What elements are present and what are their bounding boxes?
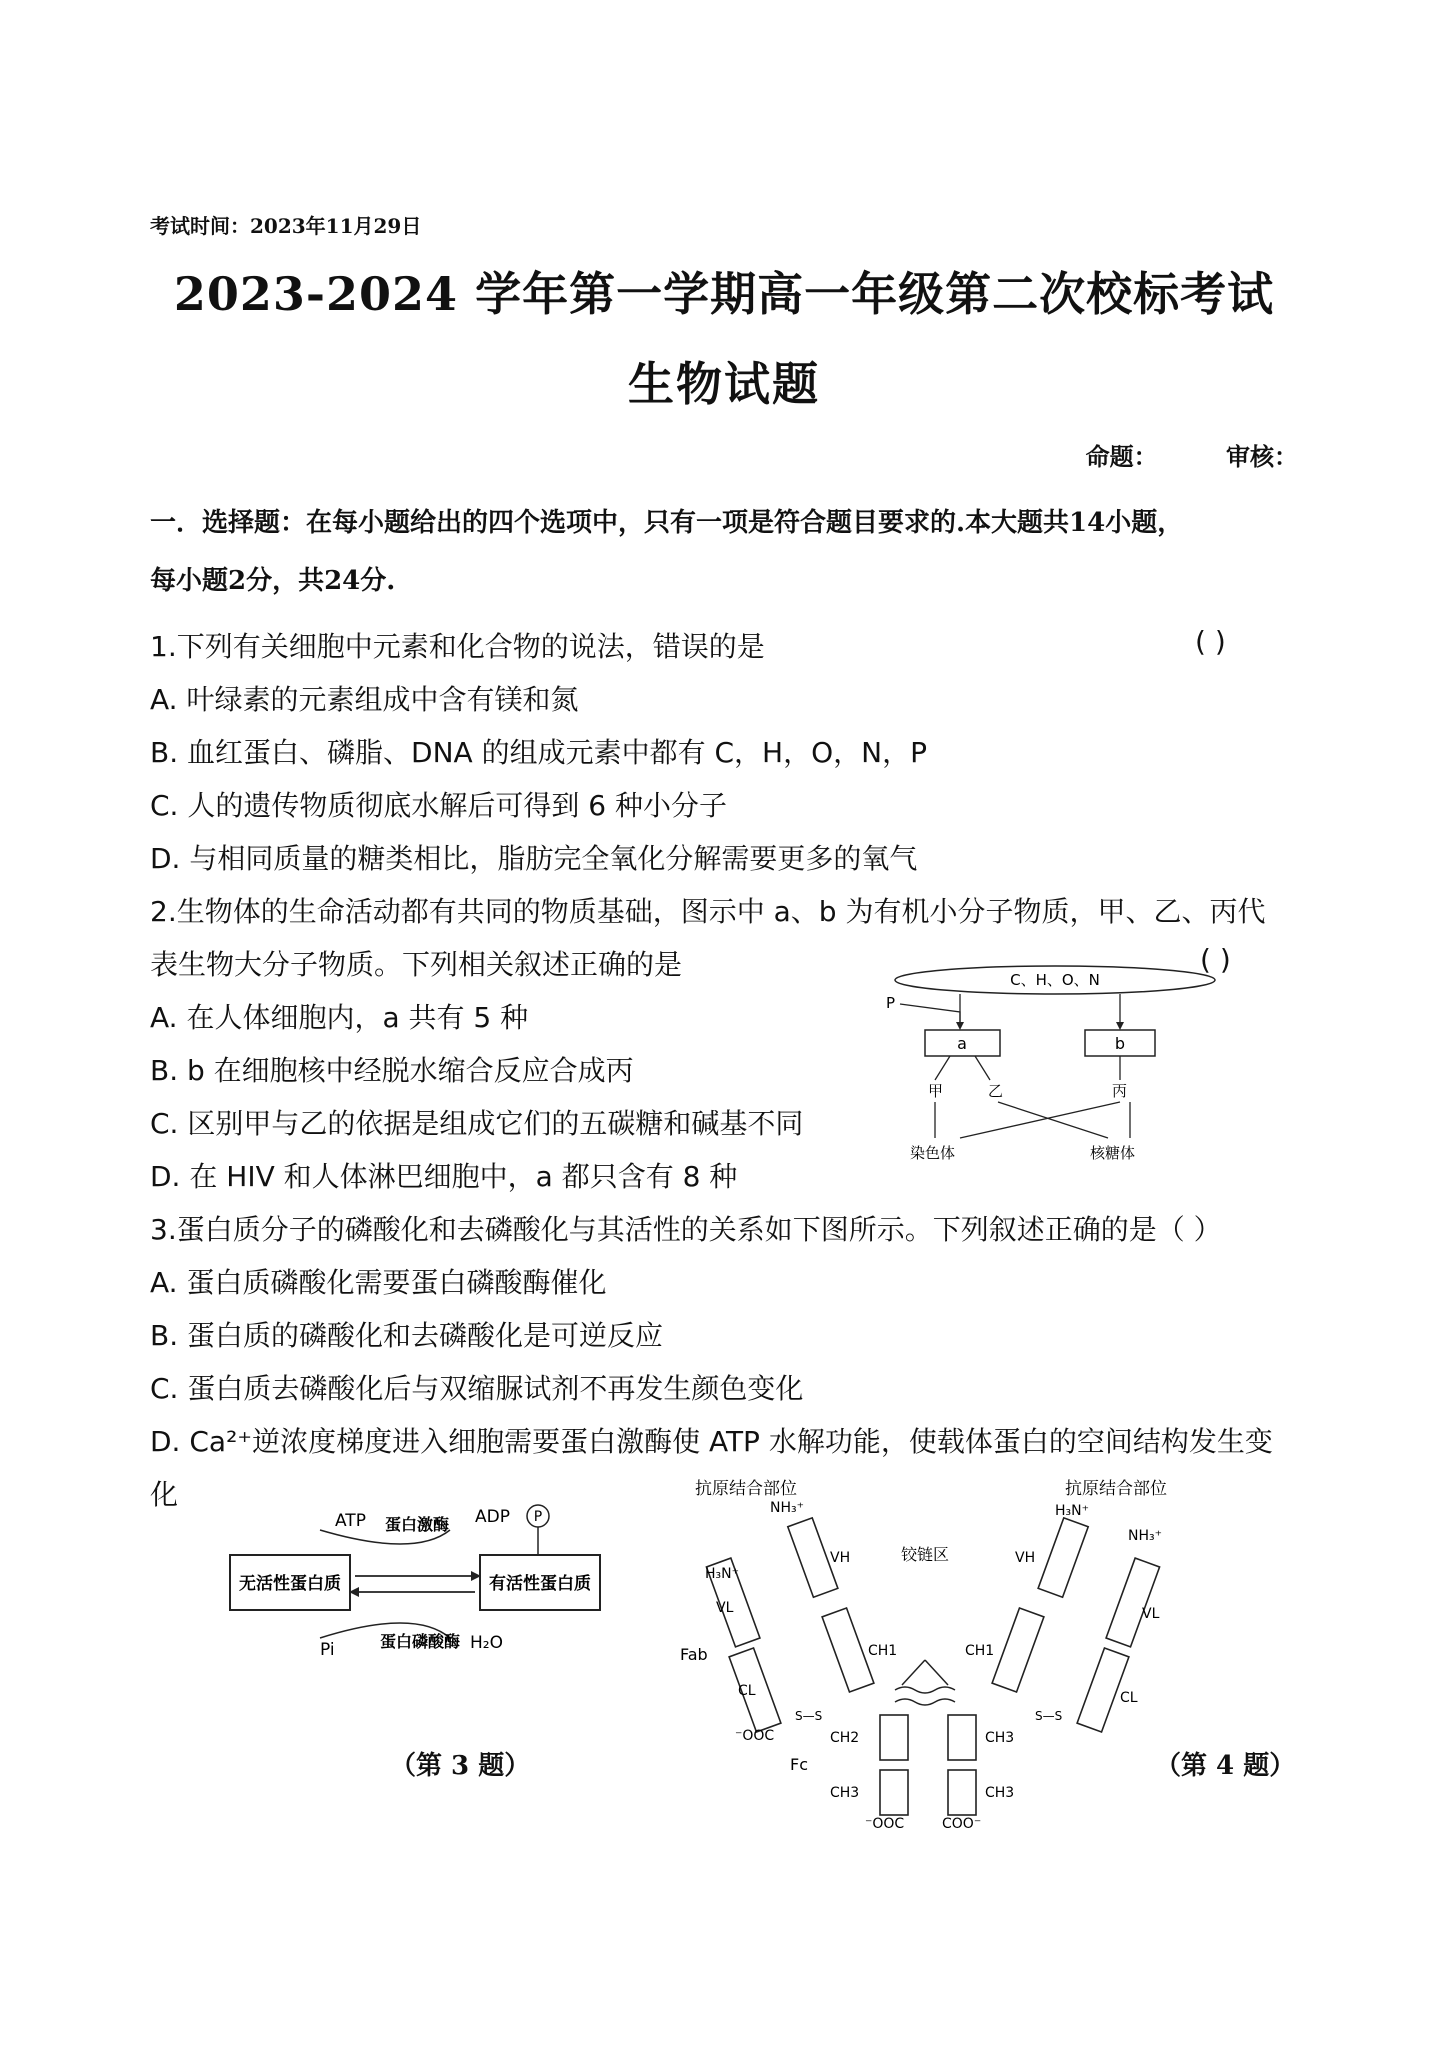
- right-ch2-domain: [948, 1715, 976, 1760]
- box-b-label: b: [1114, 1034, 1126, 1053]
- bottom-ooc-label: ⁻OOC: [865, 1816, 905, 1830]
- q4-caption: （第 4 题）: [1155, 1751, 1296, 1781]
- q3-option-c: C. 蛋白质去磷酸化后与双缩脲试剂不再发生颜色变化: [150, 1372, 804, 1405]
- q2-stem-line2: 表生物大分子物质。下列相关叙述正确的是: [150, 948, 683, 981]
- jia-label: 甲: [928, 1082, 944, 1100]
- bing-to-chromosome: [960, 1102, 1120, 1138]
- q2-option-b: B. b 在细胞核中经脱水缩合反应合成丙: [150, 1054, 634, 1087]
- right-ch2-label: CH3: [985, 1730, 1015, 1746]
- p-label: P: [886, 994, 896, 1012]
- exam-subtitle: 生物试题: [628, 357, 820, 411]
- hinge-label: 铰链区: [900, 1545, 950, 1564]
- q3-stem: 3.蛋白质分子的磷酸化和去磷酸化与其活性的关系如下图所示。下列叙述正确的是（ ）: [150, 1213, 1222, 1246]
- a-to-jia: [935, 1056, 950, 1080]
- yi-to-ribosome: [998, 1102, 1108, 1138]
- exam-title: 2023-2024 学年第一学期高一年级第二次校标考试: [173, 267, 1275, 321]
- q1-stem: 1.下列有关细胞中元素和化合物的说法，错误的是: [150, 630, 765, 663]
- a-to-yi: [975, 1056, 990, 1080]
- yi-label: 乙: [988, 1082, 1004, 1100]
- section-heading-line2: 每小题2分，共24分.: [150, 566, 396, 596]
- kinase-label: 蛋白激酶: [385, 1515, 450, 1534]
- left-nh3-label: NH₃⁺: [770, 1500, 805, 1516]
- q4-diagram: [680, 1470, 1180, 1830]
- q3-option-a: A. 蛋白质磷酸化需要蛋白磷酸酶催化: [150, 1266, 607, 1299]
- right-cl-label: CL: [1120, 1690, 1138, 1706]
- left-vl-label: VL: [716, 1600, 734, 1616]
- to-a-arrowhead: [956, 1022, 964, 1030]
- chromosome-label: 染色体: [910, 1144, 956, 1162]
- right-h3n-label: H₃N⁺: [1055, 1503, 1090, 1519]
- q1-option-c: C. 人的遗传物质彻底水解后可得到 6 种小分子: [150, 789, 727, 822]
- reviewer-label: 审核：: [1226, 442, 1298, 471]
- q1-option-d: D. 与相同质量的糖类相比，脂肪完全氧化分解需要更多的氧气: [150, 842, 918, 875]
- box-a-label: a: [957, 1034, 967, 1053]
- q1-option-a: A. 叶绿素的元素组成中含有镁和氮: [150, 683, 579, 716]
- right-vl-domain: [1106, 1558, 1160, 1647]
- section-heading-line1: 一．选择题：在每小题给出的四个选项中，只有一项是符合题目要求的.本大题共14小题，: [150, 508, 1184, 538]
- right-nh3-label: NH₃⁺: [1128, 1528, 1163, 1544]
- h2o-label: H₂O: [470, 1633, 503, 1653]
- q2-option-d: D. 在 HIV 和人体淋巴细胞中，a 都只含有 8 种: [150, 1160, 738, 1193]
- left-cl-label: CL: [738, 1683, 756, 1699]
- q2-option-a: A. 在人体细胞内，a 共有 5 种: [150, 1001, 529, 1034]
- left-vh-label: VH: [830, 1550, 851, 1566]
- left-ch1-label: CH1: [868, 1643, 898, 1659]
- left-ss-label: S—S: [795, 1709, 823, 1723]
- bing-label: 丙: [1112, 1082, 1128, 1100]
- q2-answer-paren: ( ): [1200, 943, 1231, 976]
- q3-option-d-line1: D. Ca²⁺逆浓度梯度进入细胞需要蛋白激酶使 ATP 水解功能，使载体蛋白的空间结构发生变: [150, 1425, 1273, 1458]
- right-vh-label: VH: [1015, 1550, 1036, 1566]
- left-ch2-domain: [880, 1715, 908, 1760]
- adp-label: ADP: [475, 1507, 510, 1527]
- pi-label: Pi: [320, 1640, 335, 1660]
- q3-caption: （第 3 题）: [390, 1751, 531, 1781]
- elements-label: C、H、O、N: [1010, 971, 1100, 989]
- antigen-site-left-label: 抗原结合部位: [695, 1479, 797, 1499]
- p-arrow: [900, 1004, 960, 1024]
- left-ch3-label: CH3: [830, 1785, 860, 1801]
- right-ch1-label: CH1: [965, 1643, 995, 1659]
- q2-option-c: C. 区别甲与乙的依据是组成它们的五碳糖和碱基不同: [150, 1107, 804, 1140]
- hinge-disulfide-2: [895, 1699, 955, 1705]
- active-protein-label: 有活性蛋白质: [489, 1574, 591, 1594]
- phosphatase-label: 蛋白磷酸酶: [380, 1632, 461, 1651]
- left-ch2-label: CH2: [830, 1730, 860, 1746]
- q1-option-b: B. 血红蛋白、磷脂、DNA 的组成元素中都有 C，H，O，N，P: [150, 736, 927, 769]
- q2-stem-line1: 2.生物体的生命活动都有共同的物质基础，图示中 a、b 为有机小分子物质，甲、乙、丙代: [150, 895, 1266, 928]
- exam-time: 考试时间：2023年11月29日: [150, 214, 422, 238]
- atp-label: ATP: [335, 1511, 366, 1531]
- q2-diagram: [880, 960, 1220, 1170]
- phosphate-circle-label: P: [533, 1509, 543, 1525]
- composer-label: 命题：: [1085, 442, 1158, 471]
- ribosome-label: 核糖体: [1090, 1144, 1136, 1162]
- q1-answer-paren: ( ): [1195, 625, 1226, 658]
- inactive-protein-label: 无活性蛋白质: [239, 1574, 341, 1594]
- left-ch1-domain: [822, 1608, 874, 1692]
- right-vh-domain: [1038, 1518, 1088, 1597]
- hinge-right: [925, 1660, 948, 1685]
- left-ch3-domain: [880, 1770, 908, 1815]
- to-b-arrowhead: [1116, 1022, 1124, 1030]
- bottom-coo-label: COO⁻: [942, 1816, 982, 1830]
- q3-option-b: B. 蛋白质的磷酸化和去磷酸化是可逆反应: [150, 1319, 664, 1352]
- q3-diagram: [225, 1500, 645, 1660]
- left-h3n-label: H₃N⁺: [705, 1566, 740, 1582]
- left-ooc-label: ⁻OOC: [735, 1728, 775, 1744]
- q3-option-d-line2: 化: [150, 1478, 179, 1511]
- hinge-left: [902, 1660, 925, 1685]
- right-ss-label: S—S: [1035, 1709, 1063, 1723]
- fab-label: Fab: [680, 1645, 708, 1664]
- right-vl-label: VL: [1142, 1606, 1160, 1622]
- antigen-site-right-label: 抗原结合部位: [1065, 1479, 1167, 1499]
- right-ch3-domain: [948, 1770, 976, 1815]
- fc-label: Fc: [790, 1755, 808, 1774]
- right-ch1-domain: [992, 1608, 1044, 1692]
- right-ch3-label: CH3: [985, 1785, 1015, 1801]
- credits: [1026, 437, 1298, 472]
- hinge-disulfide-1: [895, 1687, 955, 1693]
